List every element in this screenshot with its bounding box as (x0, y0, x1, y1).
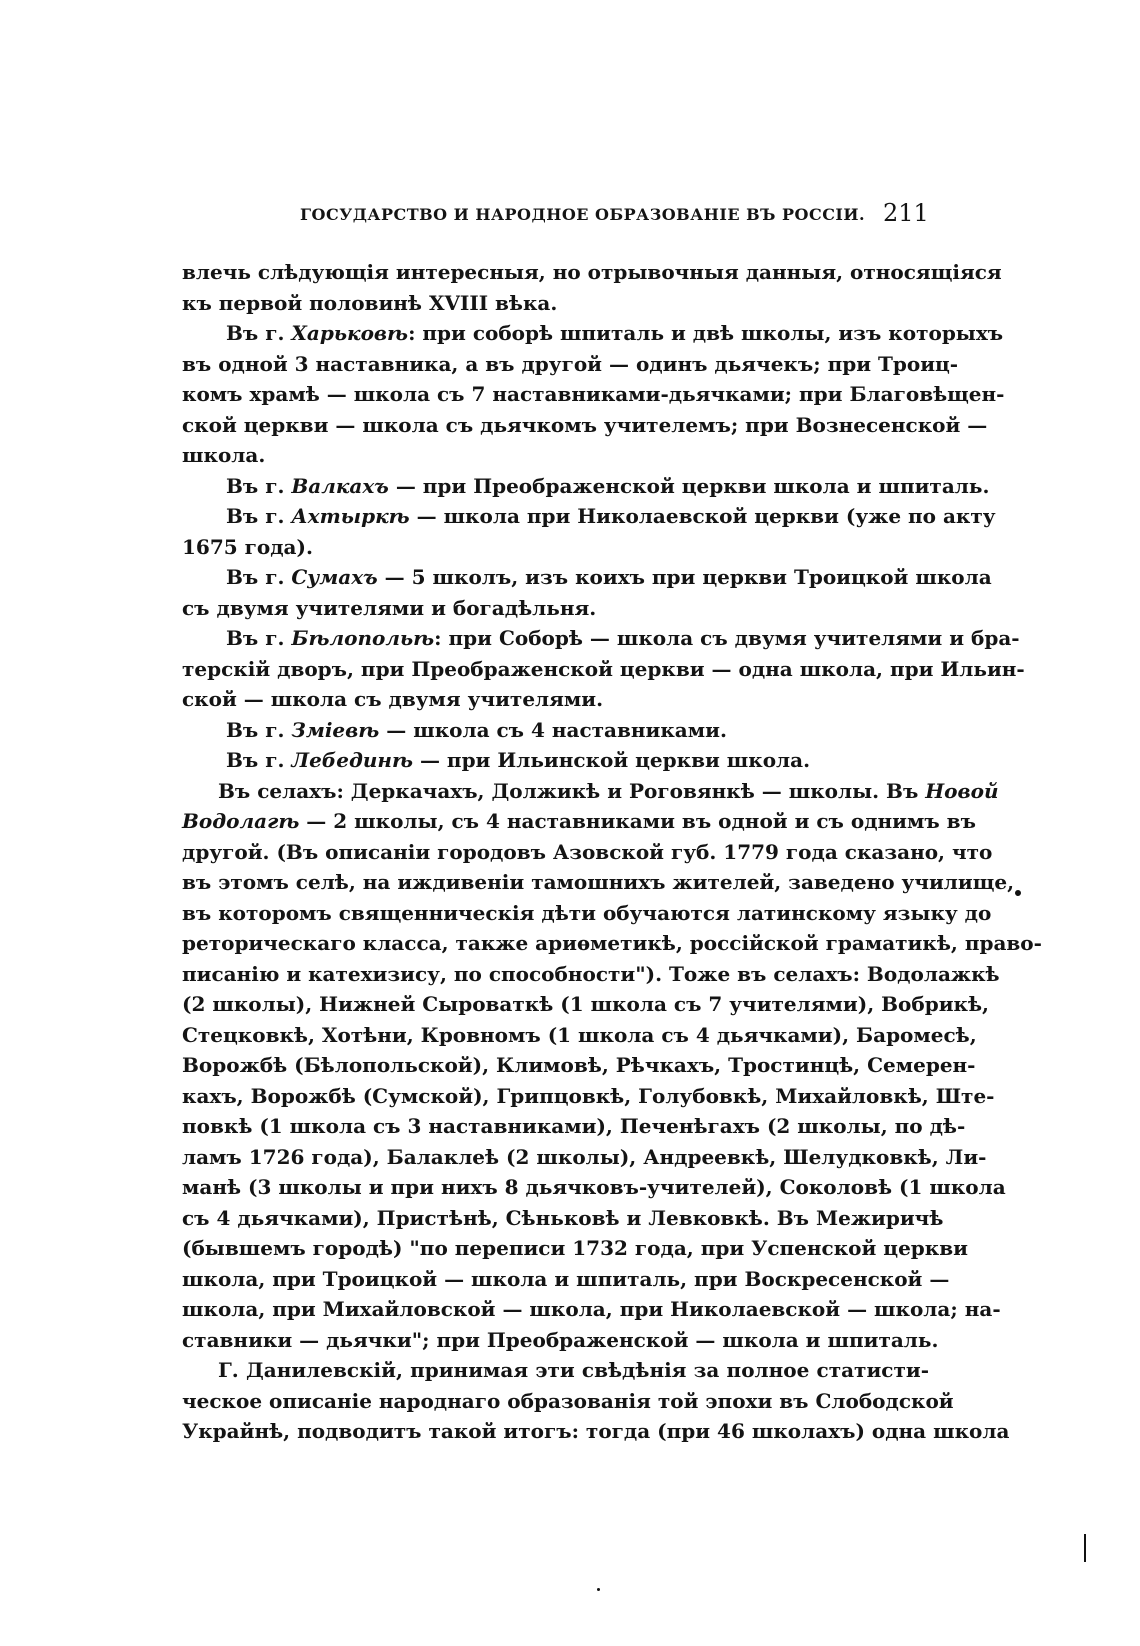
text-line: Г. Данилевскій, принимая эти свѣдѣнія за полное статисти- (218, 1358, 929, 1382)
text-line: писанію и катехизису, по способности"). Тоже въ селахъ: Водолажкѣ (182, 961, 1000, 986)
text-line: школа. (182, 443, 266, 467)
place-name: Водолагѣ (182, 809, 300, 833)
text-line: повкѣ (1 школа съ 3 наставниками), Печенѣгахъ (2 школы, по дѣ- (182, 1114, 966, 1138)
text-line: Въ г. Сумахъ — 5 школъ, изъ коихъ при церкви Троицкой школа (226, 565, 992, 589)
place-name: Харьковѣ (291, 321, 409, 345)
text-line: реторическаго класса, также ариѳметикѣ, россійской граматикѣ, право- (182, 931, 1042, 955)
text-line: Въ г. Валкахъ — при Преображенской церкви школа и шпиталь. (226, 473, 990, 498)
text-line: Въ г. Зміевѣ — школа съ 4 наставниками. (226, 717, 727, 742)
text-line: къ первой половинѣ XVIII вѣка. (182, 290, 558, 315)
place-name: Новой (925, 778, 999, 803)
text-line: въ одной 3 наставника, а въ другой — одинъ дьячекъ; при Троиц- (182, 351, 959, 376)
text-line: школа, при Троицкой — школа и шпиталь, при Воскресенской — (182, 1266, 950, 1291)
text-line: другой. (Въ описаніи городовъ Азовской губ. 1779 года сказано, что (182, 839, 993, 864)
text-line: Въ селахъ: Деркачахъ, Должикѣ и Роговянкѣ — школы. Въ Новой (218, 778, 999, 803)
body-text (182, 257, 1042, 1447)
text-line: ставники — дьячки"; при Преображенской — школа и шпиталь. (182, 1327, 939, 1352)
text-line: ческое описаніе народнаго образованія той эпохи въ Слободской (182, 1388, 954, 1413)
text-line: кахъ, Ворожбѣ (Сумской), Грипцовкѣ, Голубовкѣ, Михайловкѣ, Ште- (182, 1083, 995, 1108)
place-name: Зміевѣ (291, 717, 380, 742)
place-name: Ахтыркѣ (291, 504, 410, 528)
scan-edge-mark (1084, 1534, 1086, 1562)
place-name: Лебединѣ (291, 748, 413, 772)
place-name: Сумахъ (291, 565, 378, 589)
text-line: ской церкви — школа съ дьячкомъ учителемъ; при Вознесенской — (182, 412, 988, 437)
text-line: (бывшемъ городѣ) "по переписи 1732 года, при Успенской церкви (182, 1236, 968, 1260)
text-line: Въ г. Лебединѣ — при Ильинской церкви школа. (226, 748, 811, 772)
text-line: манѣ (3 школы и при нихъ 8 дьячковъ-учителей), Соколовѣ (1 школа (182, 1175, 1006, 1199)
text-line: (2 школы), Нижней Сыроваткѣ (1 школа съ 7 учителями), Вобрикѣ, (182, 992, 989, 1016)
text-line: въ которомъ священническія дѣти обучаются латинскому языку до (182, 900, 992, 925)
text-line: школа, при Михайловской — школа, при Николаевской — школа; на- (182, 1297, 1001, 1321)
text-line: съ двумя учителями и богадѣльня. (182, 595, 597, 620)
text-line: Въ г. Харьковѣ: при соборѣ шпиталь и двѣ школы, изъ которыхъ (226, 321, 1004, 345)
place-name: Валкахъ (291, 473, 389, 498)
text-line: съ 4 дьячками), Пристѣнѣ, Сѣньковѣ и Левковкѣ. Въ Межиричѣ (182, 1205, 944, 1230)
text-line: Украйнѣ, подводитъ такой итогъ: тогда (при 46 школахъ) одна школа (182, 1419, 1010, 1443)
place-name: Бѣлопольѣ (291, 626, 435, 650)
text-line: ламъ 1726 года), Балаклеѣ (2 школы), Андреевкѣ, Шелудковкѣ, Ли- (182, 1144, 987, 1169)
text-line: Стецковкѣ, Хотѣни, Кровномъ (1 школа съ 4 дьячками), Баромесѣ, (182, 1022, 977, 1047)
text-line: влечь слѣдующія интересныя, но отрывочныя данныя, относящіяся (182, 260, 1002, 284)
text-line: Ворожбѣ (Бѣлопольской), Климовѣ, Рѣчкахъ, Тростинцѣ, Семерен- (182, 1053, 976, 1077)
page-number: 211 (883, 199, 929, 227)
running-title: ГОСУДАРСТВО И НАРОДНОЕ ОБРАЗОВАНІЕ ВЪ РОССІИ. (300, 205, 866, 224)
text-line: въ этомъ селѣ, на иждивеніи тамошнихъ жителей, заведено училище, (182, 870, 1015, 894)
text-line: 1675 года). (182, 534, 313, 559)
text-line: Въ г. Ахтыркѣ — школа при Николаевской церкви (уже по акту (226, 504, 996, 528)
scan-speck (1015, 890, 1021, 896)
scan-speck (597, 1588, 600, 1591)
text-line: терскій дворъ, при Преображенской церкви — одна школа, при Ильин- (182, 656, 1025, 681)
text-line: Водолагѣ — 2 школы, съ 4 наставниками въ одной и съ однимъ въ (182, 809, 976, 833)
text-line: Въ г. Бѣлопольѣ: при Соборѣ — школа съ двумя учителями и бра- (226, 626, 1020, 650)
text-line: ской — школа съ двумя учителями. (182, 687, 604, 711)
text-line: комъ храмѣ — школа съ 7 наставниками-дьячками; при Благовѣщен- (182, 382, 1005, 406)
